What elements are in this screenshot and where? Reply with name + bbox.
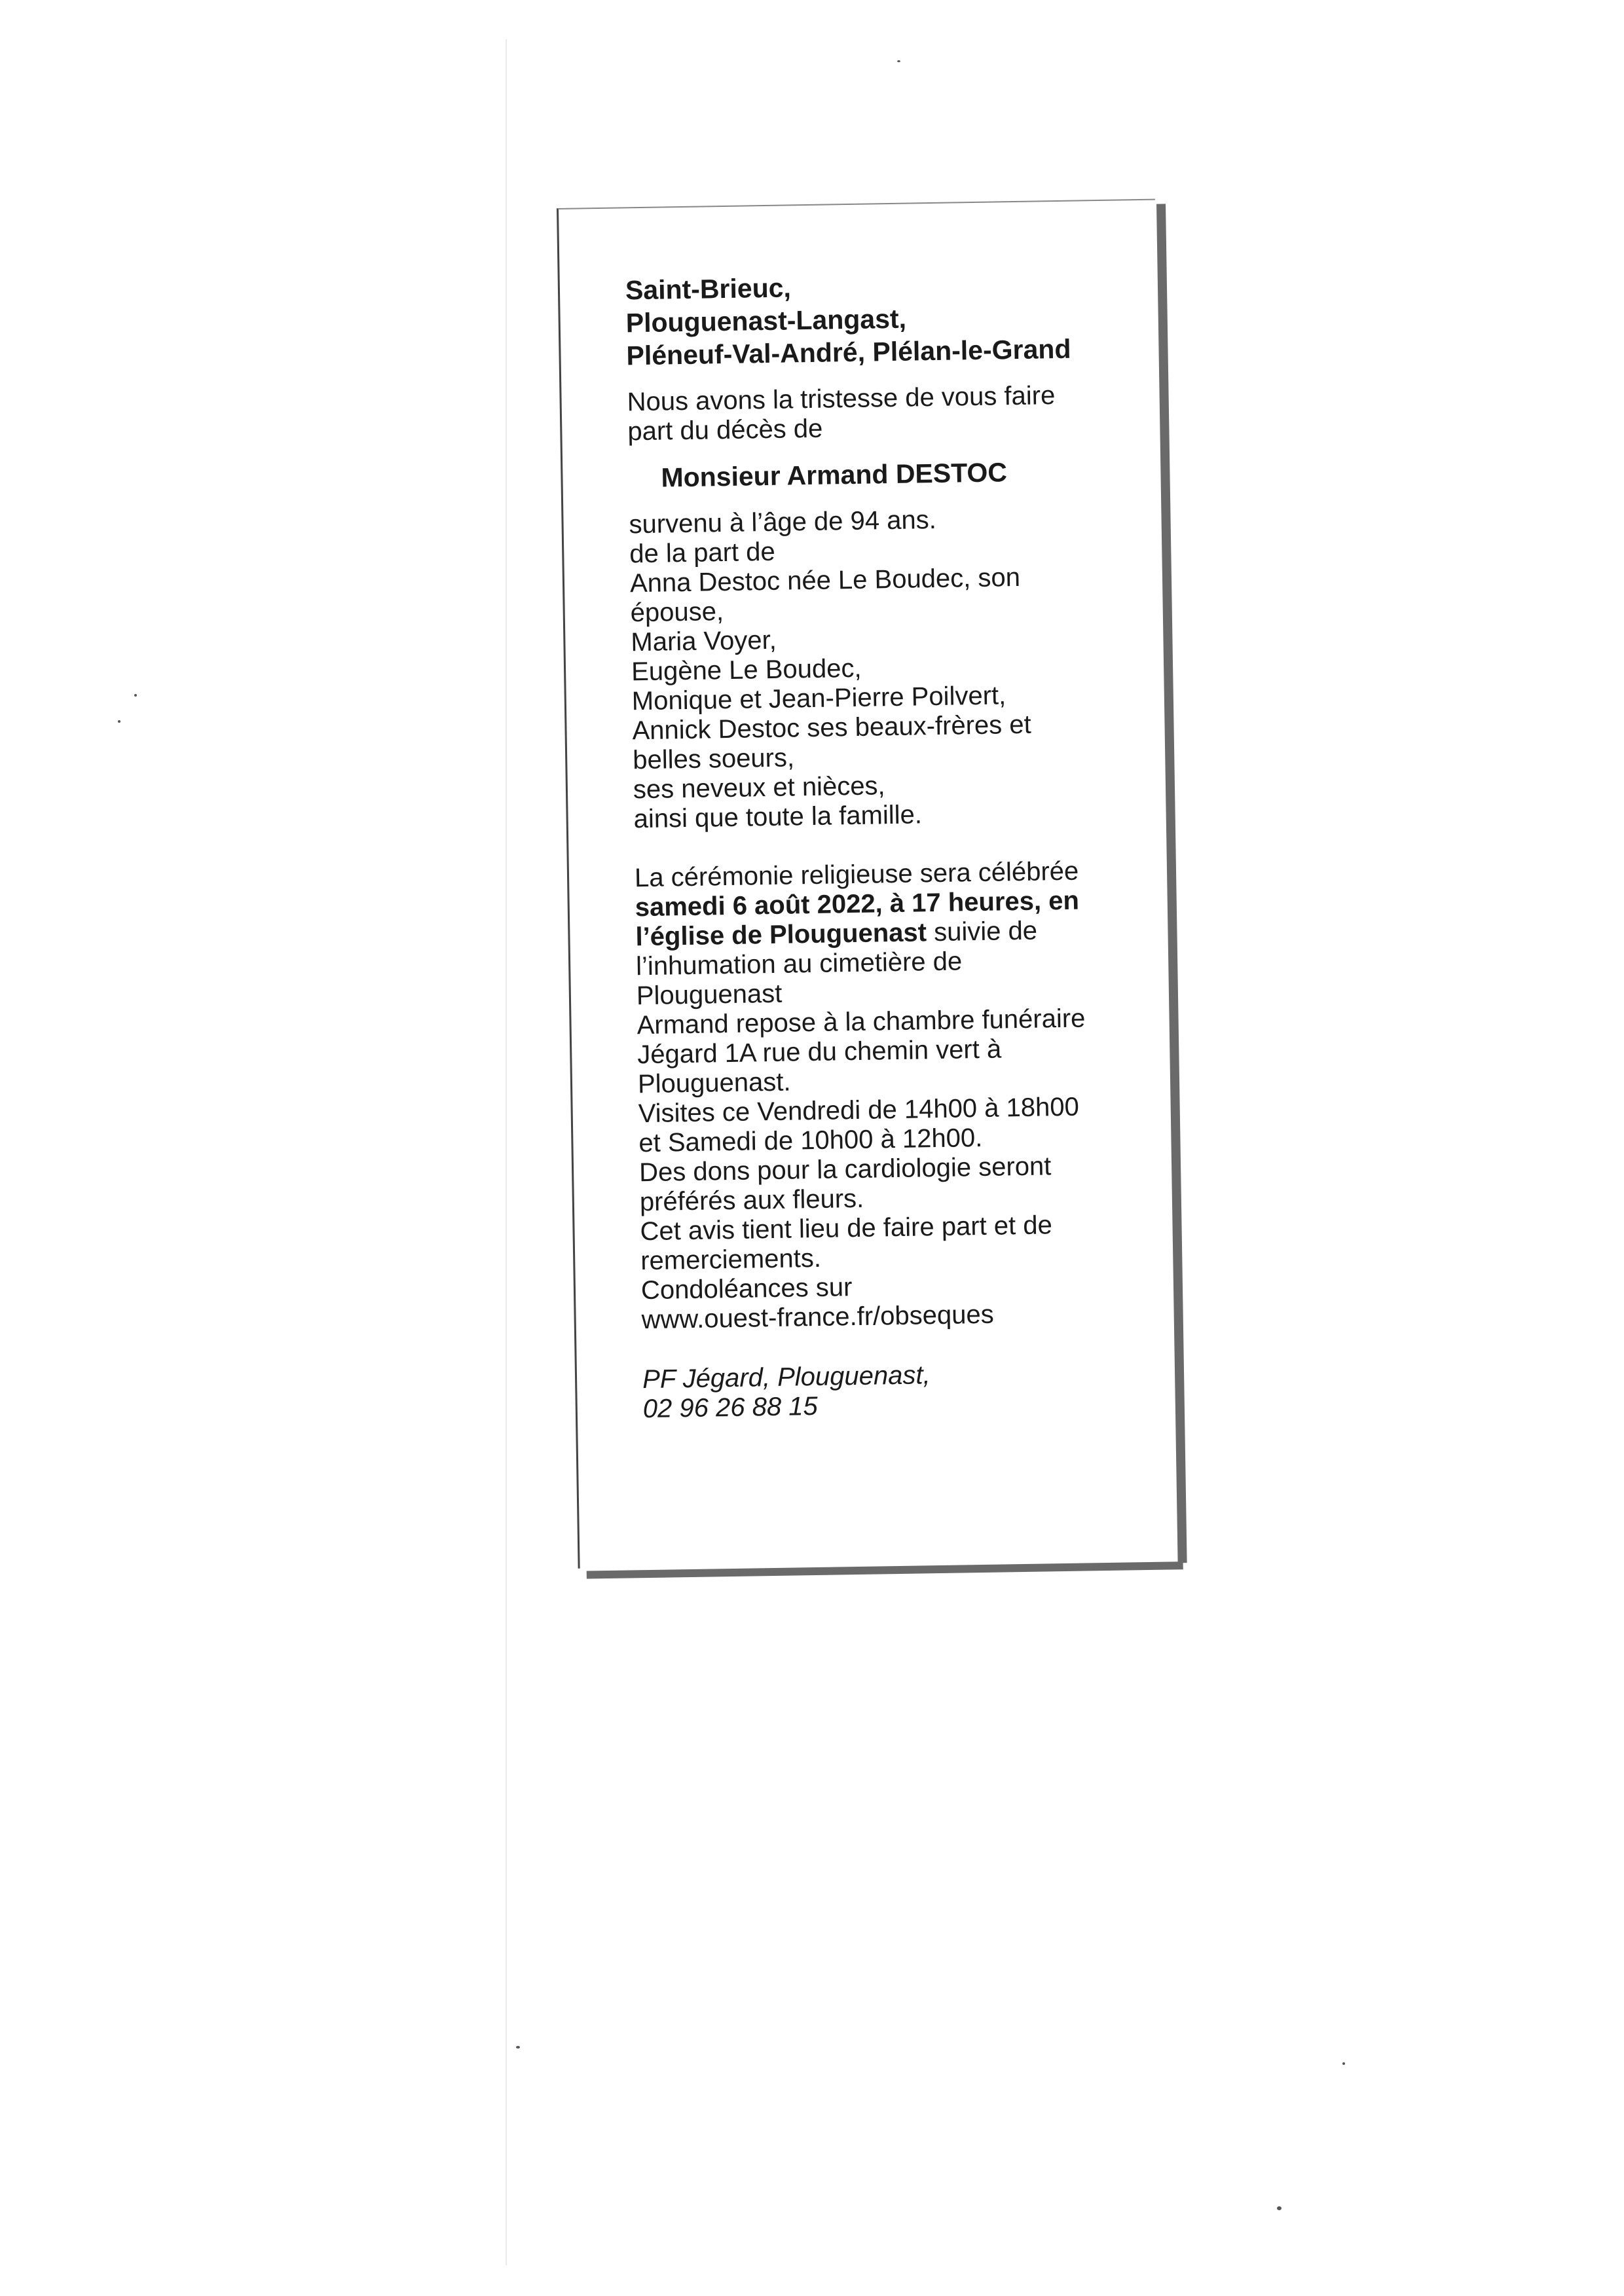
family-line: survenu à l’âge de 94 ans.	[629, 505, 937, 539]
scan-speck	[134, 694, 137, 697]
family-line: Monique et Jean-Pierre Poilvert,	[631, 681, 1006, 716]
ceremony-line: et Samedi de 10h00 à 12h00.	[638, 1123, 983, 1158]
obituary-notice	[557, 199, 1177, 1569]
family-line: Anna Destoc née Le Boudec, son	[629, 562, 1021, 598]
ceremony-line: Plouguenast	[636, 979, 783, 1011]
family-line: Eugène Le Boudec,	[631, 653, 862, 687]
ceremony-date-text: samedi 6 août 2022, à 17 heures, en	[635, 886, 1080, 922]
family-line: belles soeurs,	[632, 743, 795, 775]
ceremony-intro: La cérémonie religieuse sera célébrée	[634, 856, 1079, 893]
scan-fold-line	[506, 39, 507, 2265]
deceased-name: Monsieur Armand DESTOC	[661, 457, 1008, 493]
location-line: Saint-Brieuc,	[625, 272, 792, 306]
ceremony-line: remerciements.	[640, 1243, 822, 1276]
condolences-url: www.ouest-france.fr/obseques	[641, 1300, 995, 1335]
scan-speck	[118, 720, 120, 723]
locations-header	[625, 266, 1144, 372]
ceremony-line: Des dons pour la cardiologie seront	[638, 1152, 1052, 1188]
scan-speck	[1342, 2062, 1345, 2065]
ceremony-line: Visites ce Vendredi de 14h00 à 18h00	[638, 1092, 1080, 1129]
location-line: Pléneuf-Val-André, Plélan-le-Grand	[626, 333, 1071, 371]
funeral-home-signature	[642, 1357, 1160, 1424]
intro-line: part du décès de	[627, 414, 823, 446]
scan-speck	[516, 2046, 520, 2049]
scan-speck	[1277, 2206, 1282, 2210]
funeral-home-name: PF Jégard, Plouguenast,	[642, 1360, 931, 1394]
ceremony-line: Cet avis tient lieu de faire part et de	[640, 1211, 1053, 1247]
family-line: épouse,	[630, 597, 724, 628]
ceremony-details	[635, 856, 1159, 1335]
ceremony-line: l’inhumation au cimetière de	[635, 947, 963, 981]
location-line: Plouguenast-Langast,	[625, 303, 907, 338]
ceremony-line: préférés aux fleurs.	[639, 1184, 864, 1217]
funeral-home-phone: 02 96 26 88 15	[642, 1391, 819, 1424]
intro-text	[627, 380, 1145, 446]
ceremony-line: Armand repose à la chambre funéraire	[637, 1004, 1086, 1040]
family-line: ainsi que toute la famille.	[633, 800, 923, 834]
notice-content	[625, 266, 1161, 1424]
ceremony-line: Condoléances sur	[640, 1273, 853, 1305]
ceremony-line: Jégard 1A rue du chemin vert à	[637, 1034, 1002, 1070]
scan-speck	[897, 60, 900, 62]
ceremony-church-tail: suivie de	[926, 916, 1038, 947]
family-line: de la part de	[629, 537, 776, 569]
family-line: Annick Destoc ses beaux-frères et	[632, 710, 1031, 746]
intro-line: Nous avons la tristesse de vous faire	[627, 381, 1056, 417]
family-line: ses neveux et nièces,	[633, 771, 885, 805]
family-list	[629, 502, 1151, 834]
ceremony-church: l’église de Plouguenast	[635, 918, 927, 952]
family-line: Maria Voyer,	[631, 625, 777, 657]
ceremony-line: Plouguenast.	[637, 1067, 791, 1099]
